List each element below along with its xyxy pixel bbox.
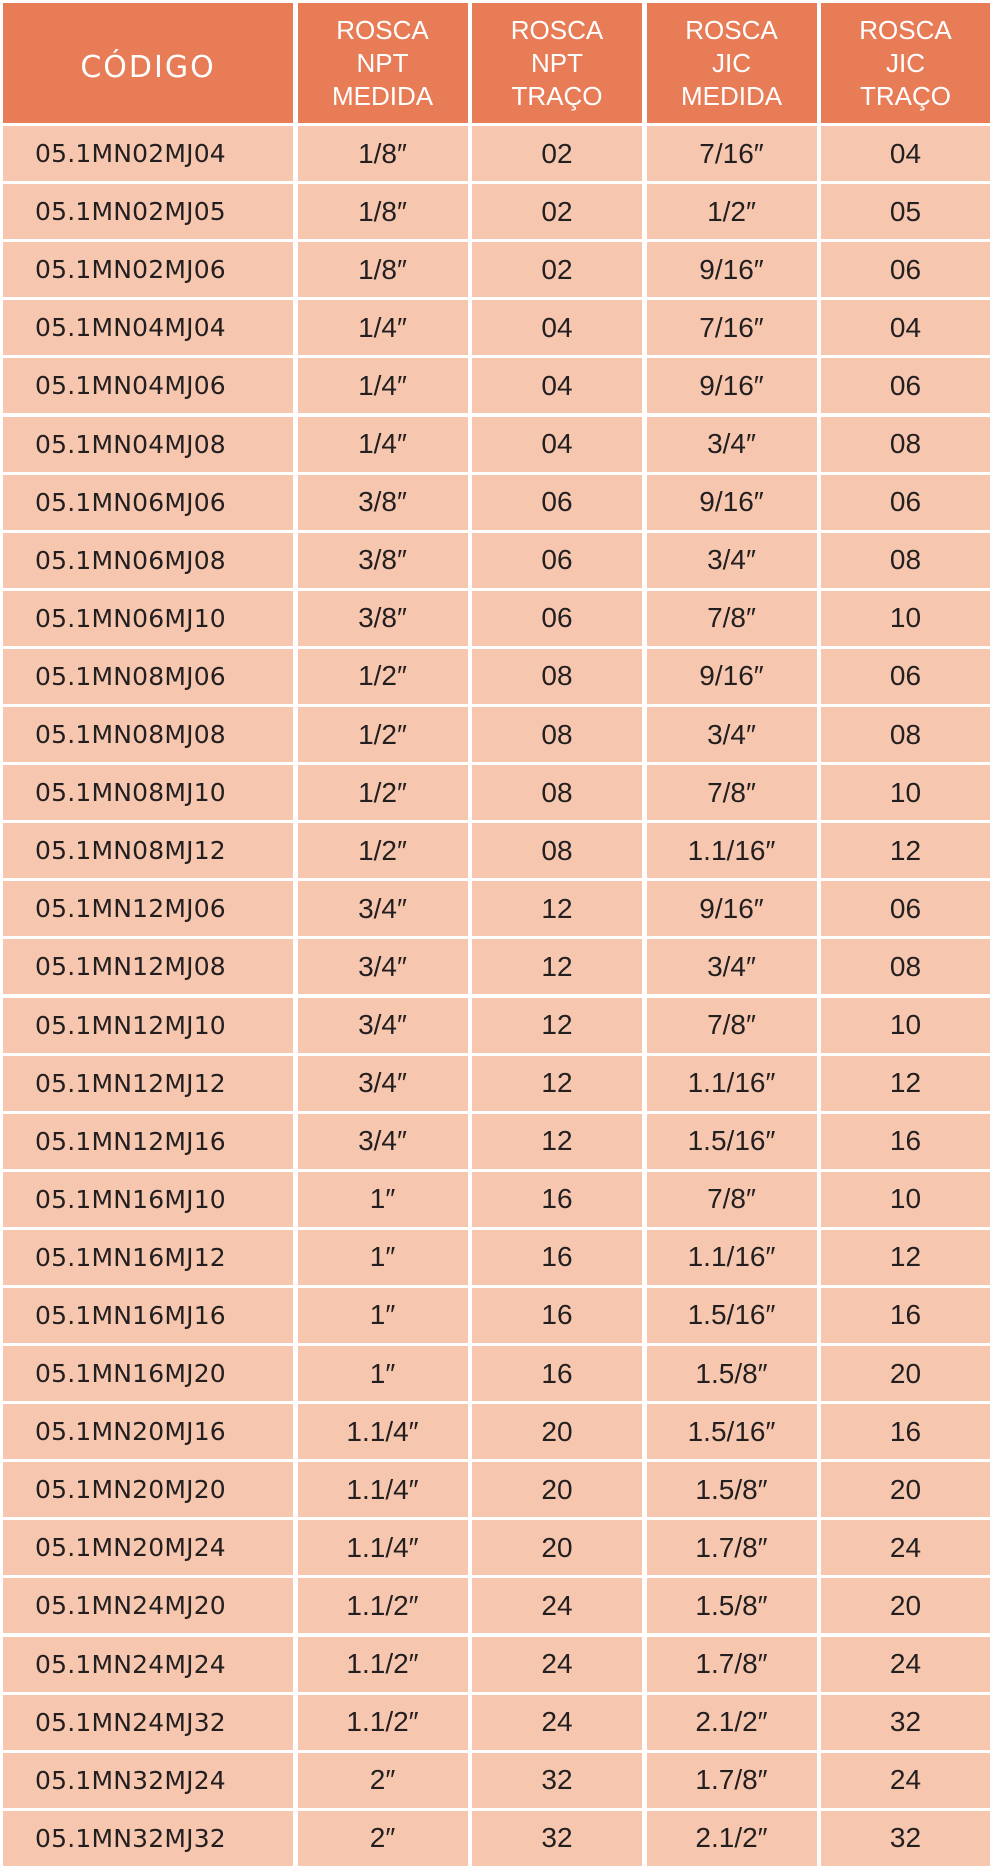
npt-medida-cell: 1/8″ <box>298 184 468 239</box>
jic-medida-cell: 1.5/8″ <box>647 1462 817 1517</box>
npt-medida-cell: 1.1/2″ <box>298 1637 468 1692</box>
codigo-cell: 05.1MN08MJ10 <box>3 765 293 820</box>
npt-medida-cell: 1/2″ <box>298 649 468 704</box>
npt-medida-cell: 1/4″ <box>298 300 468 355</box>
npt-traco-cell: 04 <box>472 300 642 355</box>
npt-traco-cell: 12 <box>472 1114 642 1169</box>
codigo-cell: 05.1MN08MJ08 <box>3 707 293 762</box>
jic-traco-cell: 08 <box>821 417 990 472</box>
npt-traco-cell: 08 <box>472 823 642 878</box>
header-rosca-jic-medida: ROSCA JIC MEDIDA <box>647 3 817 123</box>
jic-traco-cell: 32 <box>821 1811 990 1866</box>
codigo-cell: 05.1MN32MJ32 <box>3 1811 293 1866</box>
jic-medida-cell: 9/16″ <box>647 358 817 413</box>
npt-medida-cell: 1.1/4″ <box>298 1520 468 1575</box>
jic-traco-cell: 06 <box>821 649 990 704</box>
codigo-cell: 05.1MN12MJ10 <box>3 998 293 1053</box>
npt-traco-cell: 04 <box>472 417 642 472</box>
npt-medida-cell: 3/4″ <box>298 939 468 994</box>
npt-medida-cell: 1.1/2″ <box>298 1695 468 1750</box>
codigo-cell: 05.1MN06MJ10 <box>3 591 293 646</box>
npt-medida-cell: 1.1/2″ <box>298 1578 468 1633</box>
codigo-cell: 05.1MN06MJ06 <box>3 475 293 530</box>
header-rosca-npt-traco: ROSCA NPT TRAÇO <box>472 3 642 123</box>
jic-traco-cell: 08 <box>821 707 990 762</box>
npt-traco-cell: 16 <box>472 1346 642 1401</box>
codigo-cell: 05.1MN12MJ12 <box>3 1056 293 1111</box>
npt-medida-cell: 1.1/4″ <box>298 1462 468 1517</box>
jic-traco-cell: 12 <box>821 823 990 878</box>
jic-traco-cell: 32 <box>821 1695 990 1750</box>
npt-medida-cell: 2″ <box>298 1811 468 1866</box>
codigo-cell: 05.1MN16MJ10 <box>3 1172 293 1227</box>
npt-traco-cell: 20 <box>472 1462 642 1517</box>
npt-traco-cell: 02 <box>472 242 642 297</box>
npt-medida-cell: 3/8″ <box>298 533 468 588</box>
jic-medida-cell: 1.5/16″ <box>647 1288 817 1343</box>
npt-medida-cell: 3/8″ <box>298 475 468 530</box>
npt-medida-cell: 3/4″ <box>298 1056 468 1111</box>
codigo-cell: 05.1MN02MJ05 <box>3 184 293 239</box>
codigo-cell: 05.1MN04MJ04 <box>3 300 293 355</box>
jic-traco-cell: 20 <box>821 1578 990 1633</box>
npt-traco-cell: 06 <box>472 475 642 530</box>
header-rosca-npt-medida: ROSCA NPT MEDIDA <box>298 3 468 123</box>
npt-traco-cell: 20 <box>472 1404 642 1459</box>
codigo-cell: 05.1MN24MJ24 <box>3 1637 293 1692</box>
jic-traco-cell: 05 <box>821 184 990 239</box>
npt-medida-cell: 1″ <box>298 1230 468 1285</box>
jic-traco-cell: 16 <box>821 1404 990 1459</box>
jic-traco-cell: 04 <box>821 300 990 355</box>
npt-traco-cell: 16 <box>472 1230 642 1285</box>
jic-traco-cell: 20 <box>821 1462 990 1517</box>
jic-medida-cell: 9/16″ <box>647 475 817 530</box>
codigo-cell: 05.1MN06MJ08 <box>3 533 293 588</box>
jic-traco-cell: 10 <box>821 591 990 646</box>
jic-medida-cell: 7/8″ <box>647 591 817 646</box>
jic-traco-cell: 16 <box>821 1288 990 1343</box>
npt-traco-cell: 08 <box>472 649 642 704</box>
jic-medida-cell: 1.5/8″ <box>647 1346 817 1401</box>
codigo-cell: 05.1MN24MJ32 <box>3 1695 293 1750</box>
jic-medida-cell: 3/4″ <box>647 417 817 472</box>
jic-medida-cell: 1.5/16″ <box>647 1114 817 1169</box>
jic-medida-cell: 1.7/8″ <box>647 1520 817 1575</box>
jic-medida-cell: 2.1/2″ <box>647 1811 817 1866</box>
jic-medida-cell: 3/4″ <box>647 533 817 588</box>
codigo-cell: 05.1MN12MJ08 <box>3 939 293 994</box>
jic-traco-cell: 16 <box>821 1114 990 1169</box>
jic-traco-cell: 06 <box>821 242 990 297</box>
npt-traco-cell: 24 <box>472 1578 642 1633</box>
npt-medida-cell: 1/8″ <box>298 126 468 181</box>
npt-medida-cell: 1/8″ <box>298 242 468 297</box>
jic-medida-cell: 7/8″ <box>647 1172 817 1227</box>
codigo-cell: 05.1MN20MJ20 <box>3 1462 293 1517</box>
codigo-cell: 05.1MN20MJ16 <box>3 1404 293 1459</box>
jic-traco-cell: 06 <box>821 358 990 413</box>
npt-medida-cell: 3/4″ <box>298 881 468 936</box>
npt-medida-cell: 1″ <box>298 1172 468 1227</box>
npt-medida-cell: 1/2″ <box>298 765 468 820</box>
jic-medida-cell: 7/8″ <box>647 765 817 820</box>
npt-medida-cell: 1/2″ <box>298 823 468 878</box>
npt-traco-cell: 24 <box>472 1637 642 1692</box>
npt-traco-cell: 32 <box>472 1811 642 1866</box>
codigo-cell: 05.1MN02MJ04 <box>3 126 293 181</box>
jic-traco-cell: 24 <box>821 1637 990 1692</box>
npt-traco-cell: 06 <box>472 533 642 588</box>
npt-medida-cell: 1/4″ <box>298 417 468 472</box>
npt-medida-cell: 3/4″ <box>298 1114 468 1169</box>
jic-traco-cell: 06 <box>821 881 990 936</box>
npt-traco-cell: 16 <box>472 1288 642 1343</box>
npt-traco-cell: 20 <box>472 1520 642 1575</box>
npt-traco-cell: 24 <box>472 1695 642 1750</box>
npt-traco-cell: 02 <box>472 126 642 181</box>
codigo-cell: 05.1MN20MJ24 <box>3 1520 293 1575</box>
jic-traco-cell: 24 <box>821 1753 990 1808</box>
npt-medida-cell: 1.1/4″ <box>298 1404 468 1459</box>
jic-medida-cell: 1.1/16″ <box>647 823 817 878</box>
jic-medida-cell: 9/16″ <box>647 881 817 936</box>
npt-medida-cell: 2″ <box>298 1753 468 1808</box>
jic-traco-cell: 10 <box>821 998 990 1053</box>
codigo-cell: 05.1MN12MJ06 <box>3 881 293 936</box>
jic-traco-cell: 12 <box>821 1056 990 1111</box>
jic-traco-cell: 08 <box>821 939 990 994</box>
jic-medida-cell: 9/16″ <box>647 649 817 704</box>
jic-medida-cell: 7/16″ <box>647 300 817 355</box>
codigo-cell: 05.1MN24MJ20 <box>3 1578 293 1633</box>
jic-medida-cell: 1/2″ <box>647 184 817 239</box>
jic-medida-cell: 3/4″ <box>647 939 817 994</box>
jic-medida-cell: 7/16″ <box>647 126 817 181</box>
jic-medida-cell: 7/8″ <box>647 998 817 1053</box>
npt-traco-cell: 04 <box>472 358 642 413</box>
jic-medida-cell: 1.7/8″ <box>647 1753 817 1808</box>
npt-medida-cell: 1/2″ <box>298 707 468 762</box>
npt-medida-cell: 3/8″ <box>298 591 468 646</box>
npt-traco-cell: 16 <box>472 1172 642 1227</box>
codigo-cell: 05.1MN04MJ08 <box>3 417 293 472</box>
codigo-cell: 05.1MN16MJ12 <box>3 1230 293 1285</box>
jic-medida-cell: 1.1/16″ <box>647 1230 817 1285</box>
jic-traco-cell: 08 <box>821 533 990 588</box>
npt-medida-cell: 1″ <box>298 1288 468 1343</box>
header-rosca-jic-traco: ROSCA JIC TRAÇO <box>821 3 990 123</box>
npt-traco-cell: 08 <box>472 765 642 820</box>
jic-medida-cell: 1.5/16″ <box>647 1404 817 1459</box>
jic-traco-cell: 20 <box>821 1346 990 1401</box>
npt-traco-cell: 12 <box>472 1056 642 1111</box>
jic-traco-cell: 24 <box>821 1520 990 1575</box>
codigo-cell: 05.1MN16MJ16 <box>3 1288 293 1343</box>
codigo-cell: 05.1MN04MJ06 <box>3 358 293 413</box>
fitting-spec-table <box>3 3 990 1866</box>
codigo-cell: 05.1MN16MJ20 <box>3 1346 293 1401</box>
jic-traco-cell: 06 <box>821 475 990 530</box>
npt-medida-cell: 1″ <box>298 1346 468 1401</box>
header-codigo: CÓDIGO <box>3 3 293 123</box>
jic-medida-cell: 3/4″ <box>647 707 817 762</box>
jic-medida-cell: 2.1/2″ <box>647 1695 817 1750</box>
npt-traco-cell: 32 <box>472 1753 642 1808</box>
npt-traco-cell: 12 <box>472 998 642 1053</box>
npt-traco-cell: 12 <box>472 881 642 936</box>
jic-medida-cell: 1.5/8″ <box>647 1578 817 1633</box>
jic-medida-cell: 1.7/8″ <box>647 1637 817 1692</box>
jic-traco-cell: 04 <box>821 126 990 181</box>
codigo-cell: 05.1MN12MJ16 <box>3 1114 293 1169</box>
jic-medida-cell: 1.1/16″ <box>647 1056 817 1111</box>
codigo-cell: 05.1MN32MJ24 <box>3 1753 293 1808</box>
jic-traco-cell: 10 <box>821 1172 990 1227</box>
npt-traco-cell: 02 <box>472 184 642 239</box>
npt-traco-cell: 08 <box>472 707 642 762</box>
jic-medida-cell: 9/16″ <box>647 242 817 297</box>
npt-medida-cell: 3/4″ <box>298 998 468 1053</box>
npt-traco-cell: 12 <box>472 939 642 994</box>
codigo-cell: 05.1MN02MJ06 <box>3 242 293 297</box>
jic-traco-cell: 10 <box>821 765 990 820</box>
jic-traco-cell: 12 <box>821 1230 990 1285</box>
codigo-cell: 05.1MN08MJ12 <box>3 823 293 878</box>
npt-medida-cell: 1/4″ <box>298 358 468 413</box>
codigo-cell: 05.1MN08MJ06 <box>3 649 293 704</box>
npt-traco-cell: 06 <box>472 591 642 646</box>
